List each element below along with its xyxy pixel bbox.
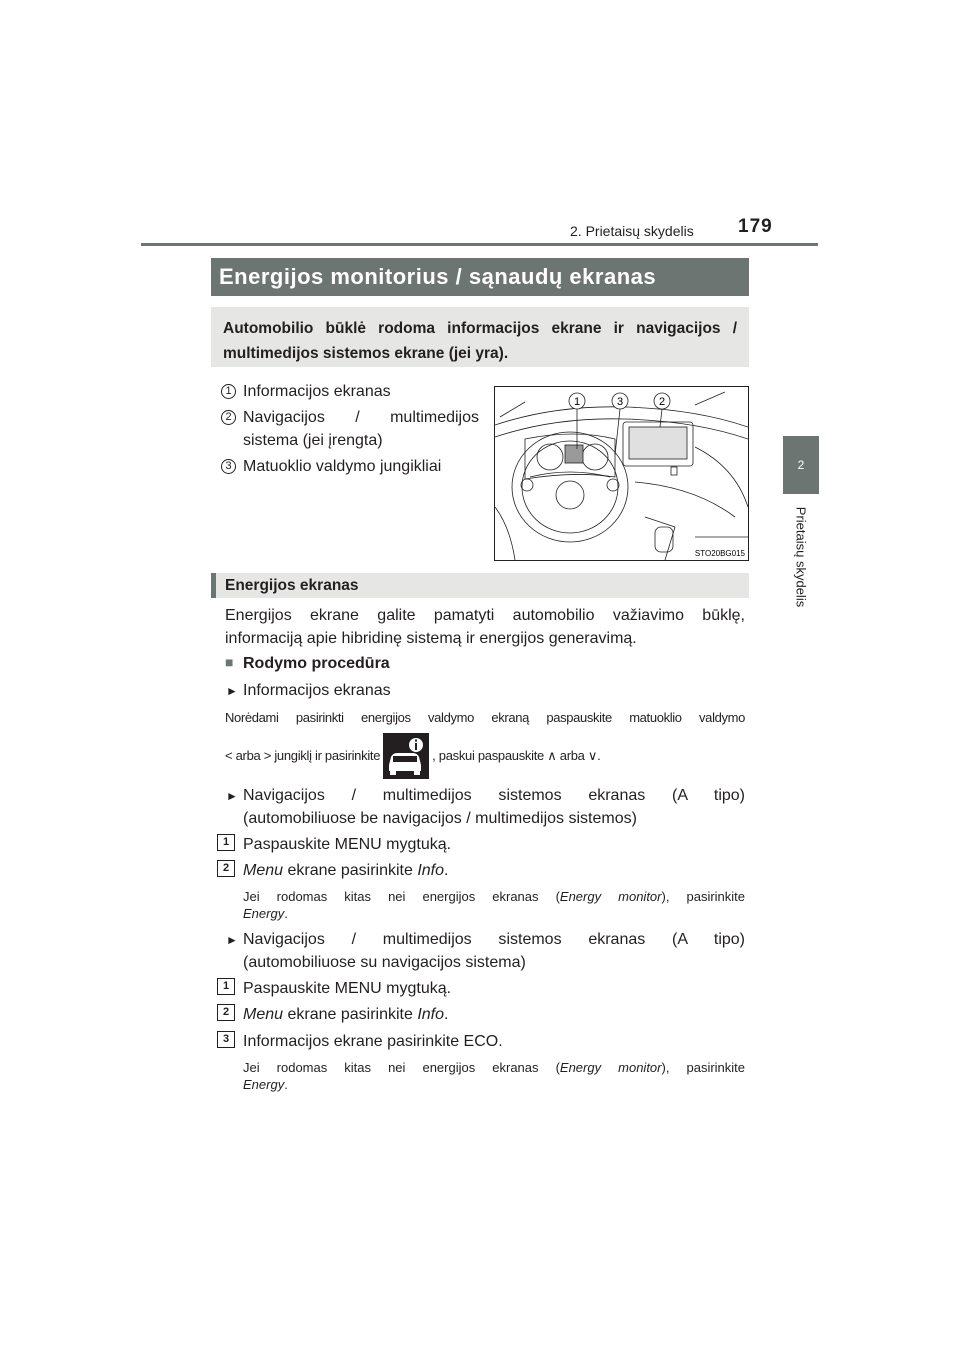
item-3-step-2-info: Info [417,1006,445,1023]
item-2-note-line-1 [243,888,745,906]
page-number: 179 [738,216,773,237]
dashboard-illustration [494,386,749,561]
figure-callout-2: 2 [658,396,666,408]
item-2-step-2 [243,860,448,882]
item-2-step-1: Paspauskite MENU mygtuką. [243,836,452,853]
energy-paragraph-line-1: Energijos ekrane galite pamatyti automobilio važiavimo būklę, [225,607,745,624]
item-1-note-a: < arba > jungiklį ir pasirinkite [225,748,381,763]
energy-paragraph-line-2: informaciją apie hibridinę sistemą ir energijos generavimą. [225,630,637,647]
item-3-step-2 [243,1004,448,1026]
item-1-label: Informacijos ekranas [243,682,391,699]
item-2-note-b: ), pasirinkite [661,889,746,904]
item-2-step-2-menu: Menu [243,862,284,879]
header-section: 2. Prietaisų skydelis [570,223,694,239]
figure-code: STO20BG015 [694,549,745,558]
step-number-2: 2 [217,1004,235,1021]
header-rule [141,243,818,246]
item-3-note-line-1 [243,1059,745,1077]
chapter-tab: 2 [783,436,819,494]
callout-text-2-line-2: sistema (jei įrengta) [243,432,383,449]
callout-text-2-line-1: Navigacijos / multimedijos [243,409,479,426]
item-3-note-energy-monitor: Energy monitor [559,1060,662,1075]
callout-text-3: Matuoklio valdymo jungikliai [243,458,442,475]
item-2-note-energy-monitor: Energy monitor [559,889,662,904]
item-2-line-1: Navigacijos / multimedijos sistemos ekranas (A tipo) [243,787,745,804]
intro-line-1: Automobilio būklė rodoma informacijos ekrane ir navigacijos / [223,320,737,337]
item-3-step-1: Paspauskite MENU mygtuką. [243,980,452,997]
callout-text-1: Informacijos ekranas [243,383,391,400]
car-info-icon [383,733,429,779]
square-bullet-icon: ■ [225,654,234,670]
step-number-1: 1 [217,978,235,995]
item-3-line-1: Navigacijos / multimedijos sistemos ekranas (A tipo) [243,931,745,948]
item-3-note-b: ), pasirinkite [661,1060,746,1075]
step-number-2: 2 [217,860,235,877]
item-3-step-2-text: ekrane pasirinkite [283,1006,418,1023]
step-number-3: 3 [217,1031,235,1048]
item-3-note-a: Jei rodomas kitas nei energijos ekranas ( [243,1060,560,1075]
item-3-step-3: Informacijos ekrane pasirinkite ECO. [243,1033,503,1050]
chapter-label-text: Prietaisų skydelis [793,506,809,608]
item-1-note-line-2 [225,733,600,779]
item-2-note-energy: Energy [243,906,285,921]
arrow-icon: ► [226,789,238,803]
item-2-step-2-end: . [444,862,449,879]
callout-number-3: 3 [221,459,236,474]
intro-line-2: multimedijos sistemos ekrane (jei yra). [223,345,509,362]
item-3-line-2: (automobiliuose su navigacijos sistema) [243,954,526,971]
dashboard-drawing [495,387,748,560]
arrow-icon: ► [226,684,238,698]
item-3-note-end: . [284,1077,288,1092]
page-title: Energijos monitorius / sąnaudų ekranas [211,258,749,296]
step-number-1: 1 [217,834,235,851]
item-3-note-energy: Energy [243,1077,285,1092]
item-2-step-2-info: Info [417,862,445,879]
item-1-note-b: , paskui paspauskite ∧ arba ∨. [432,748,601,763]
item-2-line-2: (automobiliuose be navigacijos / multimedijos sistemos) [243,810,637,827]
figure-callout-1: 1 [573,396,581,408]
item-1-note-line-1: Norėdami pasirinkti energijos valdymo ekraną paspauskite matuoklio valdymo [225,710,745,725]
section-heading-energy: Energijos ekranas [211,573,749,598]
arrow-icon: ► [226,933,238,947]
chapter-label [783,497,819,617]
figure-callout-3: 3 [616,396,624,408]
item-2-note-line-2 [243,905,288,923]
item-3-step-2-menu: Menu [243,1006,284,1023]
callout-number-2: 2 [221,410,236,425]
callout-number-1: 1 [221,384,236,399]
item-2-step-2-text: ekrane pasirinkite [283,862,418,879]
item-2-note-a: Jei rodomas kitas nei energijos ekranas ( [243,889,560,904]
item-2-note-end: . [284,906,288,921]
item-3-note-line-2 [243,1076,288,1094]
item-3-step-2-end: . [444,1006,449,1023]
intro-box [211,307,749,367]
procedure-heading: Rodymo procedūra [243,655,390,672]
